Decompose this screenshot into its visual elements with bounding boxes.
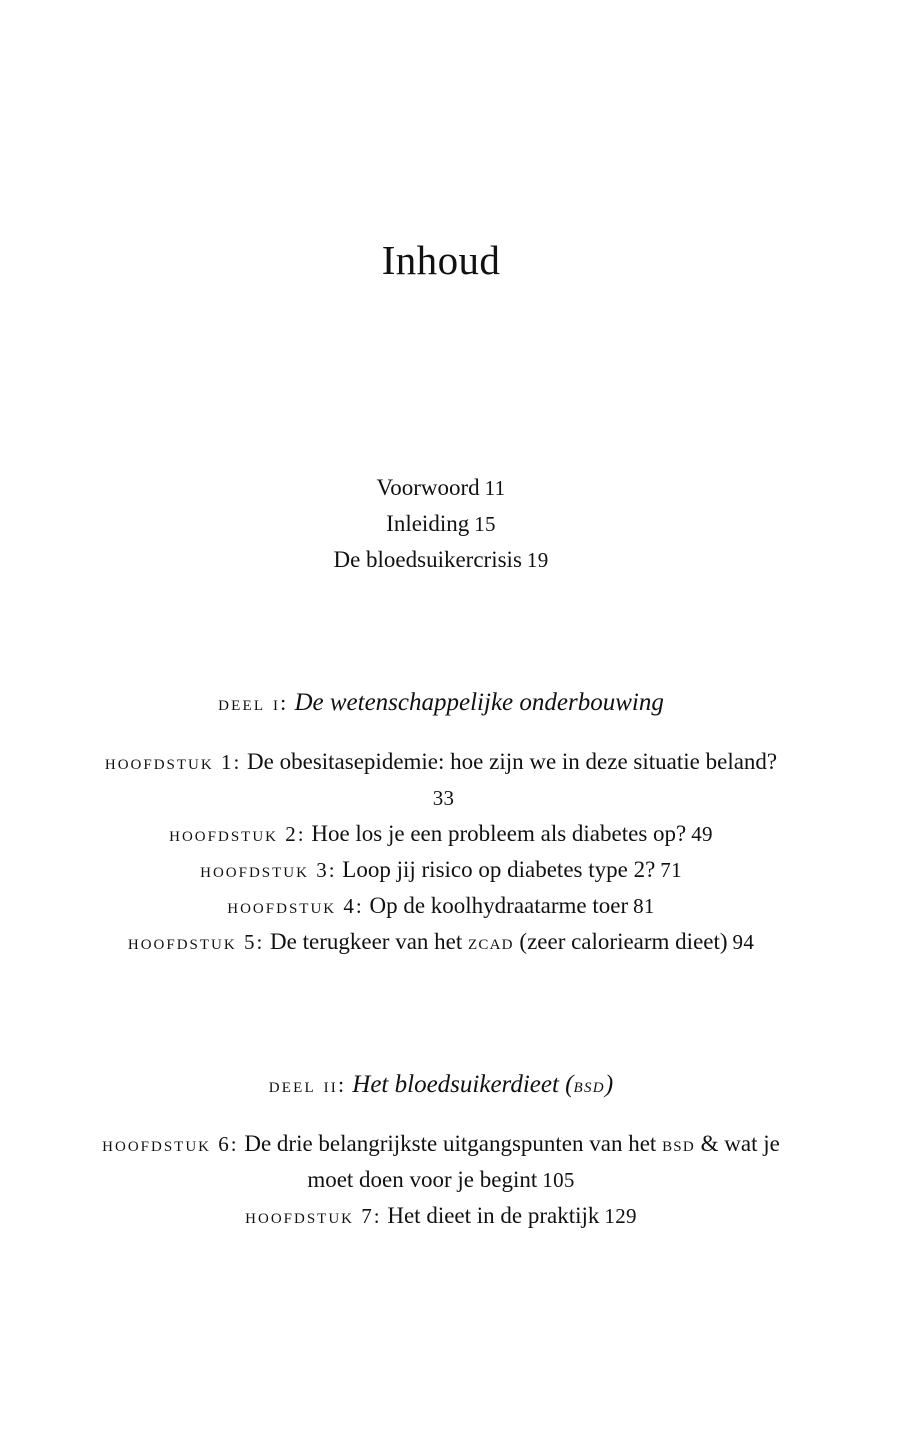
chapter-label: hoofdstuk 7: xyxy=(245,1204,382,1228)
entry-label: De bloedsuikercrisis xyxy=(333,547,522,572)
chapter-label: hoofdstuk 5: xyxy=(127,930,265,954)
spacer xyxy=(101,1102,781,1126)
part-title: De wetenschappelijke onderbouwing xyxy=(294,689,664,716)
chapter-title: De obesitasepidemie: hoe zijn we in deze situatie beland? xyxy=(247,749,778,774)
chapter-label: hoofdstuk 2: xyxy=(169,822,306,846)
spacer xyxy=(101,960,781,1068)
toc-entry-chapter-5[interactable] xyxy=(101,924,781,960)
part-heading-2 xyxy=(101,1068,781,1102)
entry-label: Inleiding xyxy=(386,511,470,536)
chapter-page-number: 105 xyxy=(542,1168,575,1192)
toc-entry-chapter-1[interactable] xyxy=(101,744,781,816)
chapter-label: hoofdstuk 3: xyxy=(200,858,337,882)
entry-page-number: 15 xyxy=(474,512,496,536)
chapter-title: Loop jij risico op diabetes type 2? xyxy=(342,857,656,882)
chapter-label: hoofdstuk 6: xyxy=(102,1132,239,1156)
chapter-page-number: 94 xyxy=(732,930,755,954)
entry-page-number: 11 xyxy=(484,476,506,500)
chapter-page-number: 81 xyxy=(633,894,655,918)
chapter-title: Hoe los je een probleem als diabetes op? xyxy=(311,821,687,846)
page-title: Inhoud xyxy=(381,237,501,283)
spacer xyxy=(101,720,781,744)
chapter-page-number: 33 xyxy=(432,786,455,810)
part-title-suffix: ) xyxy=(604,1071,614,1098)
toc-entry-inleiding[interactable] xyxy=(101,506,781,542)
chapter-list-part-1 xyxy=(101,744,781,960)
toc-entry-chapter-7[interactable] xyxy=(101,1198,781,1234)
entry-label: Voorwoord xyxy=(376,475,480,500)
toc-entry-voorwoord[interactable] xyxy=(101,470,781,506)
part-heading-1 xyxy=(101,686,781,720)
part-label: deel i: xyxy=(218,690,289,715)
toc-entry-chapter-6[interactable] xyxy=(101,1126,781,1198)
chapter-page-number: 129 xyxy=(604,1204,637,1228)
part-title-abbreviation: bsd xyxy=(573,1072,605,1097)
chapter-page-number: 71 xyxy=(660,858,682,882)
chapter-title-continued: (zeer caloriearm dieet) xyxy=(519,929,728,954)
toc-content xyxy=(101,470,781,1234)
chapter-list-part-2 xyxy=(101,1126,781,1234)
chapter-title: De terugkeer van het xyxy=(270,929,463,954)
chapter-title: De drie belangrijkste uitgangspunten van het xyxy=(244,1131,657,1156)
spacer xyxy=(101,578,781,686)
part-label: deel ii: xyxy=(268,1072,347,1097)
toc-entry-chapter-2[interactable] xyxy=(101,816,781,852)
front-matter-list xyxy=(101,470,781,578)
toc-entry-bloedsuikercrisis[interactable] xyxy=(101,542,781,578)
chapter-label: hoofdstuk 1: xyxy=(104,750,242,774)
part-title: Het bloedsuikerdieet ( xyxy=(352,1071,574,1098)
chapter-label: hoofdstuk 4: xyxy=(227,894,364,918)
chapter-title: Op de koolhydraatarme toer xyxy=(369,893,629,918)
entry-page-number: 19 xyxy=(526,548,549,572)
chapter-title-abbreviation: bsd xyxy=(662,1132,695,1156)
chapter-title-continued: & wat je moet doen voor je begint xyxy=(307,1131,780,1192)
chapter-page-number: 49 xyxy=(691,822,713,846)
chapter-title-abbreviation: zcad xyxy=(468,930,514,954)
toc-entry-chapter-4[interactable] xyxy=(101,888,781,924)
toc-entry-chapter-3[interactable] xyxy=(101,852,781,888)
chapter-title: Het dieet in de praktijk xyxy=(387,1203,600,1228)
